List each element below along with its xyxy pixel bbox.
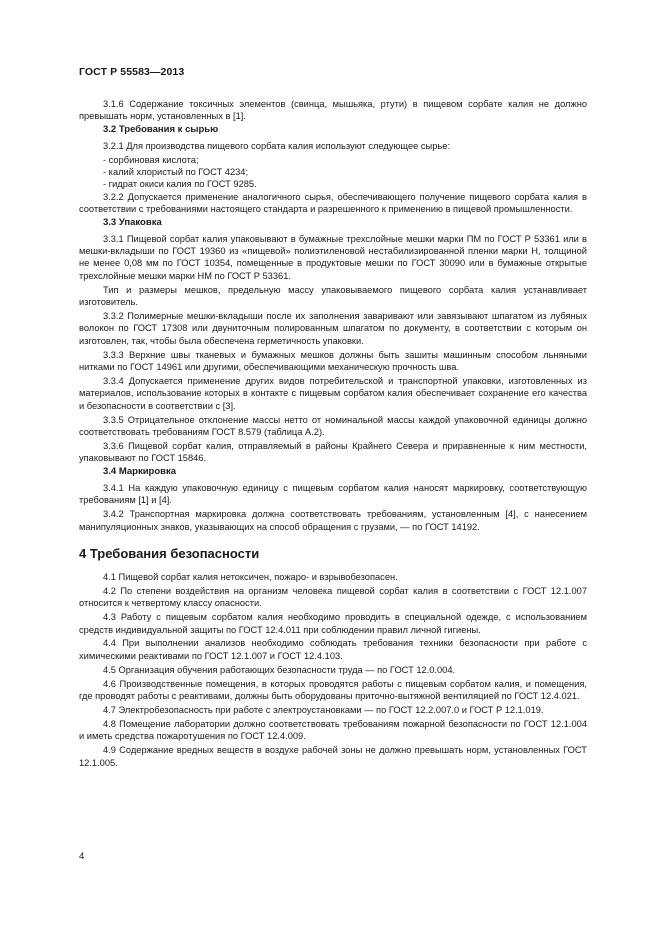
paragraph-3-3-1: 3.3.1 Пищевой сорбат калия упаковывают в бумажные трехслойные мешки марки ПМ по ГОСТ Р 53361 или в мешки-вкладыши по ГОСТ 19360 из «пищевой» полиэтиленовой нестабилизированной пленки марки Н, толщиной не менее 0,08 мм по ГОСТ 10354, помещенные в продуктовые мешки по ГОСТ 30090 или в бумажные открытые трехслойные мешки марки НМ по ГОСТ Р 53361. [79,233,587,281]
paragraph-3-3-4: 3.3.4 Допускается применение других видов потребительской и транспортной упаковки, изготовленных из материалов, использование которых в контакте с пищевым сорбатом калия обеспечивает сохранение его качества и безопасности в соответствии с [3]. [79,376,587,411]
paragraph-3-3-5: 3.3.5 Отрицательное отклонение массы нетто от номинальной массы каждой упаковочной единицы должно соответствовать требованиям ГОСТ 8.579 (таблица А.2). [79,414,587,438]
section-heading-3-3: 3.3 Упаковка [103,217,162,229]
paragraph-3-3-2: 3.3.2 Полимерные мешки-вкладыши после их заполнения заваривают или завязывают шпагатом из лубяных волокон по ГОСТ 17308 или двуниточным полированным шпагатом по документу, в соответствии с которым он изготовлен, так, чтобы была обеспечена герметичность упаковки. [79,311,587,346]
paragraph-4-5: 4.5 Организация обучения работающих безопасности труда — по ГОСТ 12.0.004. [103,664,456,675]
paragraph-4-8: 4.8 Помещение лаборатории должно соответствовать требованиям пожарной безопасности по ГОСТ 12.1.004 и иметь средства пожаротушения по ГОСТ 12.4.009. [79,718,587,742]
section-heading-4: 4 Требования безопасности [79,545,260,561]
paragraph-3-3-1-b: Тип и размеры мешков, предельную массу упаковываемого пищевого сорбата калия устанавливает изготовитель. [79,284,587,308]
document-body [79,98,587,771]
section-heading-3-2: 3.2 Требования к сырью [103,124,219,136]
list-item: - калий хлористый по ГОСТ 4234; [103,167,249,178]
document-header: ГОСТ Р 55583—2013 [79,66,185,78]
page-number: 4 [79,851,85,862]
paragraph-3-4-1: 3.4.1 На каждую упаковочную единицу с пищевым сорбатом калия наносят маркировку, соответствующую требованиям [1] и [4]. [79,482,587,506]
section-heading-3-4: 3.4 Маркировка [103,466,177,478]
paragraph-4-1: 4.1 Пищевой сорбат калия нетоксичен, пожаро- и взрывобезопасен. [103,571,398,582]
paragraph-4-3: 4.3 Работу с пищевым сорбатом калия необходимо проводить в специальной одежде, с использованием средств индивидуальной защиты по ГОСТ 12.4.011 при соблюдении правил личной гигиены. [79,612,587,635]
paragraph-4-2: 4.2 По степени воздействия на организм человека пищевой сорбат калия в соответствии с ГОСТ 12.1.007 относится к четвертому классу опасности. [79,585,587,609]
paragraph-3-2-1: 3.2.1 Для производства пищевого сорбата калия используют следующее сырье: [103,140,450,151]
paragraph-4-6: 4.6 Производственные помещения, в которых проводятся работы с пищевым сорбатом калия, и помещения, где проводят работы с реактивами, должны быть оборудованы приточно-вытяжной вентиляцией по ГОСТ 12.4.021. [79,678,587,702]
paragraph-4-9: 4.9 Содержание вредных веществ в воздухе рабочей зоны не должно превышать норм, установленных ГОСТ 12.1.005. [79,745,587,768]
paragraph-3-1-6: 3.1.6 Содержание токсичных элементов (свинца, мышьяка, ртути) в пищевом сорбате калия не должно превышать норм, установленных в [1]. [79,99,587,122]
paragraph-4-7: 4.7 Электробезопасность при работе с электроустановками — по ГОСТ 12.2.007.0 и ГОСТ Р 12.1.019. [103,704,544,715]
paragraph-4-4: 4.4 При выполнении анализов необходимо соблюдать требования техники безопасности при работе с химическими реактивами по ГОСТ 12.1.007 и ГОСТ 12.4.103. [79,638,587,661]
paragraph-3-2-2: 3.2.2 Допускается применение аналогичного сырья, обеспечивающего получение пищевого сорбата калия в соответствии с требованиями настоящего стандарта и разрешенного к применению в пищевой промышленности. [79,191,587,215]
list-item: - сорбиновая кислота; [103,154,199,165]
paragraph-3-4-2: 3.4.2 Транспортная маркировка должна соответствовать требованиям, установленным [4], с нанесением манипуляционных знаков, указывающих на способ обращения с грузами, — по ГОСТ 14192. [79,509,587,532]
paragraph-3-3-6: 3.3.6 Пищевой сорбат калия, отправляемый в районы Крайнего Севера и приравненные к ним местности, упаковывают по ГОСТ 15846. [79,441,587,464]
paragraph-3-3-3: 3.3.3 Верхние швы тканевых и бумажных мешков должны быть зашиты машинным способом льняными нитками по ГОСТ 14961 или другими, обеспечивающими механическую прочность шва. [79,349,587,373]
list-item: - гидрат окиси калия по ГОСТ 9285. [103,179,257,190]
